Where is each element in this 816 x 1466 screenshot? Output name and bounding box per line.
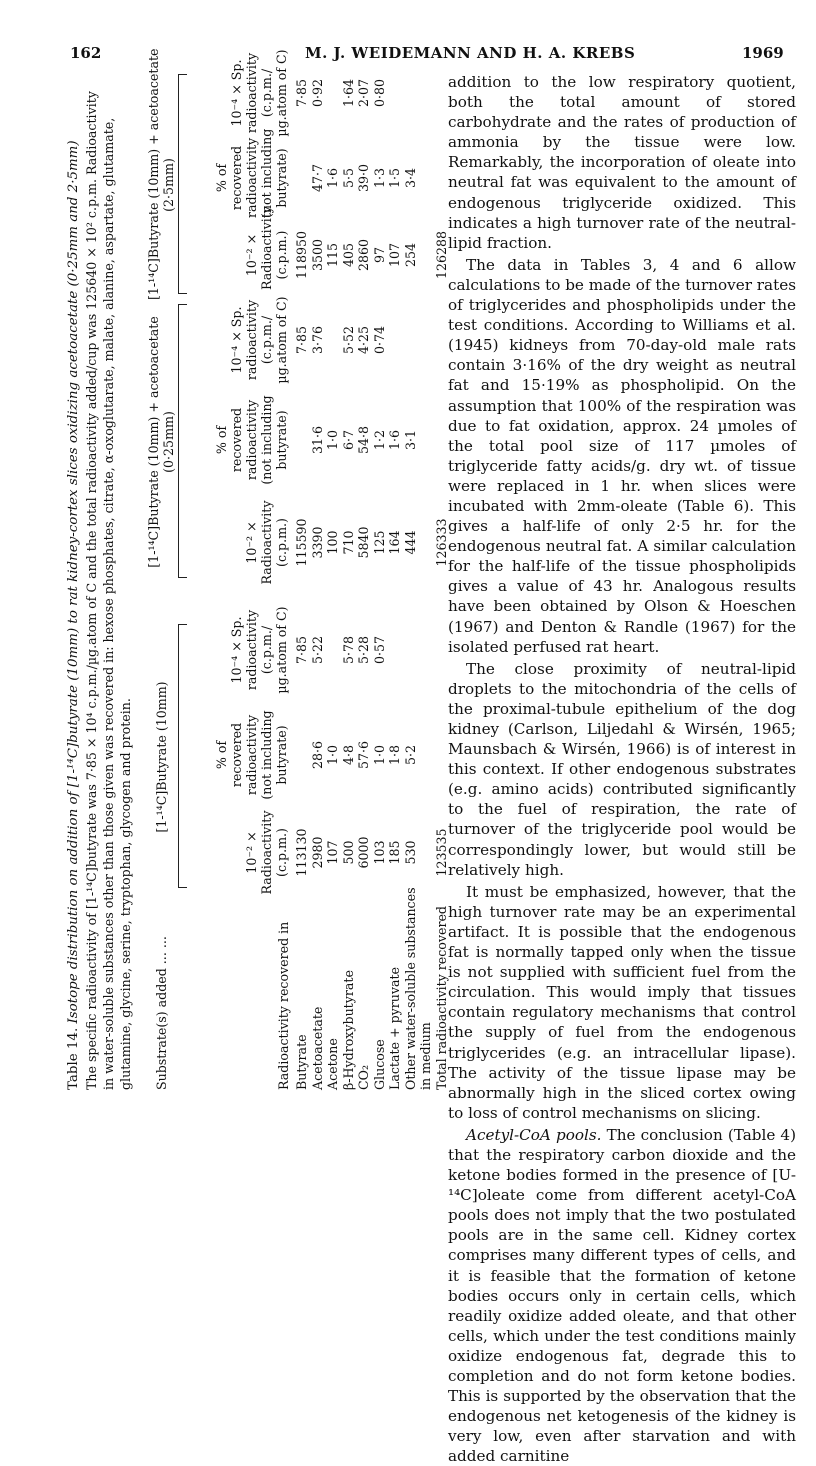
column-header-text: µg.atom of C): [274, 296, 289, 384]
column-header-text: 10⁻² ×: [244, 831, 259, 874]
paragraph: [448, 1125, 796, 1466]
table-cell: 97: [371, 246, 387, 264]
table-cell: 1·5: [387, 167, 402, 189]
table-cell: 1·0: [325, 744, 340, 766]
group-brace-1: [178, 624, 187, 888]
column-header-text: 10⁻⁴ × Sp.: [229, 306, 244, 374]
table-cell: 444: [402, 530, 418, 555]
table-cell: 107: [325, 840, 340, 865]
table-cell: 2980: [309, 836, 325, 869]
group-heading-2-conc: (0·25mm): [161, 411, 176, 473]
row-label: Butyrate: [294, 1034, 309, 1090]
section-run-in-heading: Acetyl-CoA pools.: [466, 1125, 602, 1144]
row-label: Lactate + pyruvate: [387, 966, 402, 1090]
table-caption-line: The specific radioactivity of [1-¹⁴C]butyrate was 7·85 × 10⁴ c.p.m./µg.atom of C and the total radioactivity added/cup was 125640 × 10² c.p.m. Radioactivity: [84, 91, 99, 1090]
group-brace-2: [178, 304, 187, 578]
table-cell: 2·07: [356, 78, 371, 108]
table-cell: 7·85: [294, 635, 309, 665]
row-label: CO₂: [356, 1064, 371, 1090]
column-header-text: % of: [214, 425, 229, 455]
column-header-text: butyrate): [274, 725, 289, 785]
table-cell: 123535: [433, 828, 449, 877]
row-header-label: Radioactivity recovered in: [276, 921, 291, 1090]
table-cell: 530: [402, 840, 418, 865]
column-header-text: (c.p.m.): [274, 828, 289, 877]
column-header-text: recovered: [229, 145, 244, 211]
table-cell: 5·78: [340, 635, 356, 665]
table-cell: 1·0: [325, 429, 340, 451]
group-heading-3-conc: (2·5mm): [161, 158, 176, 212]
row-label: Acetone: [325, 1038, 340, 1090]
column-header-text: % of: [214, 163, 229, 193]
column-header-text: recovered: [229, 407, 244, 473]
table-cell: 5·52: [340, 325, 356, 355]
column-header-text: Radioactivity: [259, 810, 274, 895]
column-header-text: (c.p.m./: [259, 315, 274, 365]
table-cell: 3·1: [402, 429, 418, 451]
table-cell: 5·22: [309, 635, 325, 665]
row-label: Total radioactivity recovered: [433, 906, 449, 1090]
page-number: 162: [70, 44, 102, 62]
table-cell: 3·76: [309, 325, 325, 355]
table-cell: 2860: [356, 238, 371, 272]
table-cell: 254: [402, 242, 418, 268]
table-cell: 405: [340, 242, 356, 268]
table-cell: 3390: [309, 526, 325, 559]
table-caption-line: glutamine, glycine, serine, tryptophan, glycogen and protein.: [118, 698, 133, 1090]
table-cell: 57·6: [356, 740, 371, 770]
column-header-text: 10⁻⁴ × Sp.: [229, 616, 244, 684]
table-cell: 0·57: [371, 635, 387, 665]
body-text-column: [448, 72, 796, 1466]
table-cell: 118950: [294, 230, 309, 280]
column-header-text: radioactivity: [244, 299, 259, 381]
table-cell: 31·6: [309, 425, 325, 455]
column-header-text: (c.p.m.): [274, 230, 289, 280]
column-header-text: 10⁻² ×: [244, 521, 259, 564]
table-cell: 113130: [294, 828, 309, 877]
column-header-text: radioactivity: [244, 52, 259, 134]
column-header-text: (not including: [259, 395, 274, 485]
table-cell: 0·74: [371, 325, 387, 355]
paragraph: It must be emphasized, however, that the high turnover rate may be an experimental artifact. It is possible that the endogenous fat is normally tapped only when the tissue is not supplied with sufficient fuel from the circulation. This would imply that tissues contain regulatory mechanisms that control the supply of fuel from the endogenous triglycerides (e.g. an intracellular lipase). The activity of the tissue lipase may be abnormally high in the sliced cortex owing to loss of control mechanisms on slicing.: [448, 882, 796, 1122]
table-number: Table 14.: [66, 1027, 81, 1090]
running-head-year: 1969: [742, 44, 784, 62]
group-heading-1: [1-¹⁴C]Butyrate (10mm): [154, 681, 169, 833]
table-cell: 4·25: [356, 325, 371, 355]
table-cell: 7·85: [294, 78, 309, 108]
table-cell: 125: [371, 530, 387, 555]
table-cell: 1·0: [371, 744, 387, 766]
table-cell: 185: [387, 840, 402, 865]
column-header-text: radioactivity: [244, 714, 259, 796]
column-header-text: Radioactivity: [259, 500, 274, 585]
table-title: Isotope distribution on addition of [1-¹⁴C]butyrate (10mm) to rat kidney-cortex slices oxidizing acetoacetate (0·25mm and 2·5mm): [66, 140, 81, 1024]
column-header-text: (c.p.m./: [259, 68, 274, 118]
group-heading-2: [1-¹⁴C]Butyrate (10mm) + acetoacetate: [146, 316, 161, 568]
row-label: Acetoacetate: [309, 1006, 325, 1090]
group-brace-3: [178, 74, 187, 294]
row-label: Other water-soluble substances: [402, 887, 418, 1090]
table-caption-title: [66, 80, 81, 1090]
column-header-text: % of: [214, 740, 229, 770]
table-cell: 7·85: [294, 325, 309, 355]
column-header-text: Radioactivity: [259, 206, 274, 290]
paragraph-text: The conclusion (Table 4) that the respiratory carbon dioxide and the ketone bodies formed in the presence of [U-¹⁴C]oleate come from different acetyl-CoA pools does not imply that the two postulated pools are in the same cell. Kidney cortex comprises many different types of cells, and it is feasible that the formation of ketone bodies occurs only in certain cells, which readily oxidize added oleate, and that other cells, which under the test conditions mainly oxidize endogenous fat, degrade this to completion and do not form ketone bodies. This is supported by the observation that the endogenous net ketogenesis of the kidney is very low, even after starvation and with added carnitine: [448, 1125, 797, 1466]
table-cell: 100: [325, 530, 340, 555]
column-header-text: radioactivity: [244, 399, 259, 481]
table-cell: 126333: [433, 518, 449, 567]
table-cell: 1·64: [340, 78, 356, 108]
group-heading-3: [1-¹⁴C]Butyrate (10mm) + acetoacetate: [146, 48, 161, 300]
table-cell: 3·4: [402, 167, 418, 189]
table-cell: 126288: [433, 230, 449, 280]
running-head-authors: M. J. WEIDEMANN AND H. A. KREBS: [305, 44, 636, 62]
column-header-text: 10⁻⁴ × Sp.: [229, 59, 244, 127]
column-header-text: 10⁻² ×: [244, 233, 259, 277]
row-label: in medium: [418, 1022, 433, 1090]
table-cell: 28·6: [309, 740, 325, 770]
table-cell: 0·92: [309, 78, 325, 108]
table-cell: 5·2: [402, 744, 418, 766]
table-cell: 1·6: [325, 167, 340, 189]
column-header-text: butyrate): [274, 410, 289, 470]
table-cell: 54·8: [356, 425, 371, 455]
table-cell: 115590: [294, 518, 309, 567]
column-header-text: radioactivity: [244, 137, 259, 218]
column-header-text: (not including: [259, 128, 274, 218]
table-cell: 6000: [356, 836, 371, 869]
table-cell: 1·8: [387, 744, 402, 766]
table-cell: 0·80: [371, 78, 387, 108]
paragraph: The data in Tables 3, 4 and 6 allow calculations to be made of the turnover rates of triglycerides and phospholipids under the test conditions. According to Williams et al. (1945) kidneys from 70-day-old male rats contain 3·16% of the dry weight as neutral fat and 15·19% as phospholipid. On the assumption that 100% of the respiration was due to fat oxidation, approx. 24 µmoles of the total pool size of 117 µmoles of triglyceride fatty acids/g. dry wt. of tissue were replaced in 1 hr. when slices were incubated with 2mm-oleate (Table 6). This gives a half-life of only 2·5 hr. for the endogenous neutral fat. A similar calculation for the half-life of the tissue phospholipids gives a value of 43 hr. Analogous results have been obtained by Olson & Hoeschen (1967) and Denton & Randle (1967) for the isolated perfused rat heart.: [448, 255, 796, 656]
table-cell: 4·8: [340, 744, 356, 766]
row-label: Glucose: [371, 1039, 387, 1090]
table-cell: 3500: [309, 238, 325, 272]
table-caption-line: in water-soluble substances other than those given was recovered in: hexose phosphates, citrate, α-oxoglutarate, malate, alanine, aspartate, glutamate,: [101, 117, 116, 1090]
column-header-text: recovered: [229, 722, 244, 788]
column-header-text: µg.atom of C): [274, 49, 289, 137]
table-cell: 164: [387, 530, 402, 555]
table-cell: 1·2: [371, 429, 387, 451]
table-cell: 103: [371, 840, 387, 865]
table-cell: 500: [340, 840, 356, 865]
table-cell: 5840: [356, 526, 371, 559]
substrate-label: Substrate(s) added ... ...: [154, 936, 169, 1090]
table-cell: 5·28: [356, 635, 371, 665]
table-cell: 1·6: [387, 429, 402, 451]
row-label: β-Hydroxybutyrate: [340, 970, 356, 1090]
paragraph: addition to the low respiratory quotient, both the total amount of stored carbohydrate and the rates of production of ammonia by the tissue were low. Remarkably, the incorporation of oleate into neutral fat was equivalent to the amount of endogenous triglyceride oxidized. This indicates a high turnover rate of the neutral-lipid fraction.: [448, 73, 796, 252]
table-cell: 39·0: [356, 163, 371, 193]
paragraph: The close proximity of neutral-lipid droplets to the mitochondria of the cells of the proximal-tubule epithelium of the dog kidney (Carlson, Liljedahl & Wirsén, 1965; Maunsbach & Wirsén, 1966) is of interest in this context. If other endogenous substrates (e.g. amino acids) contributed significantly to the fuel of respiration, the rate of turnover of the triglyceride pool would be correspondingly lower, but would still be relatively high.: [448, 659, 796, 879]
column-header-text: µg.atom of C): [274, 606, 289, 694]
table-cell: 47·7: [309, 163, 325, 193]
column-header-text: radioactivity: [244, 609, 259, 691]
column-header-text: (c.p.m./: [259, 625, 274, 675]
column-header-text: (c.p.m.): [274, 518, 289, 567]
table-cell: 710: [340, 530, 356, 555]
table-cell: 5·5: [340, 167, 356, 189]
column-header-text: (not including: [259, 710, 274, 800]
table-cell: 6·7: [340, 429, 356, 451]
table-cell: 107: [387, 242, 402, 268]
table-cell: 1·3: [371, 167, 387, 189]
table-cell: 115: [325, 242, 340, 268]
column-header-text: butyrate): [274, 148, 289, 208]
